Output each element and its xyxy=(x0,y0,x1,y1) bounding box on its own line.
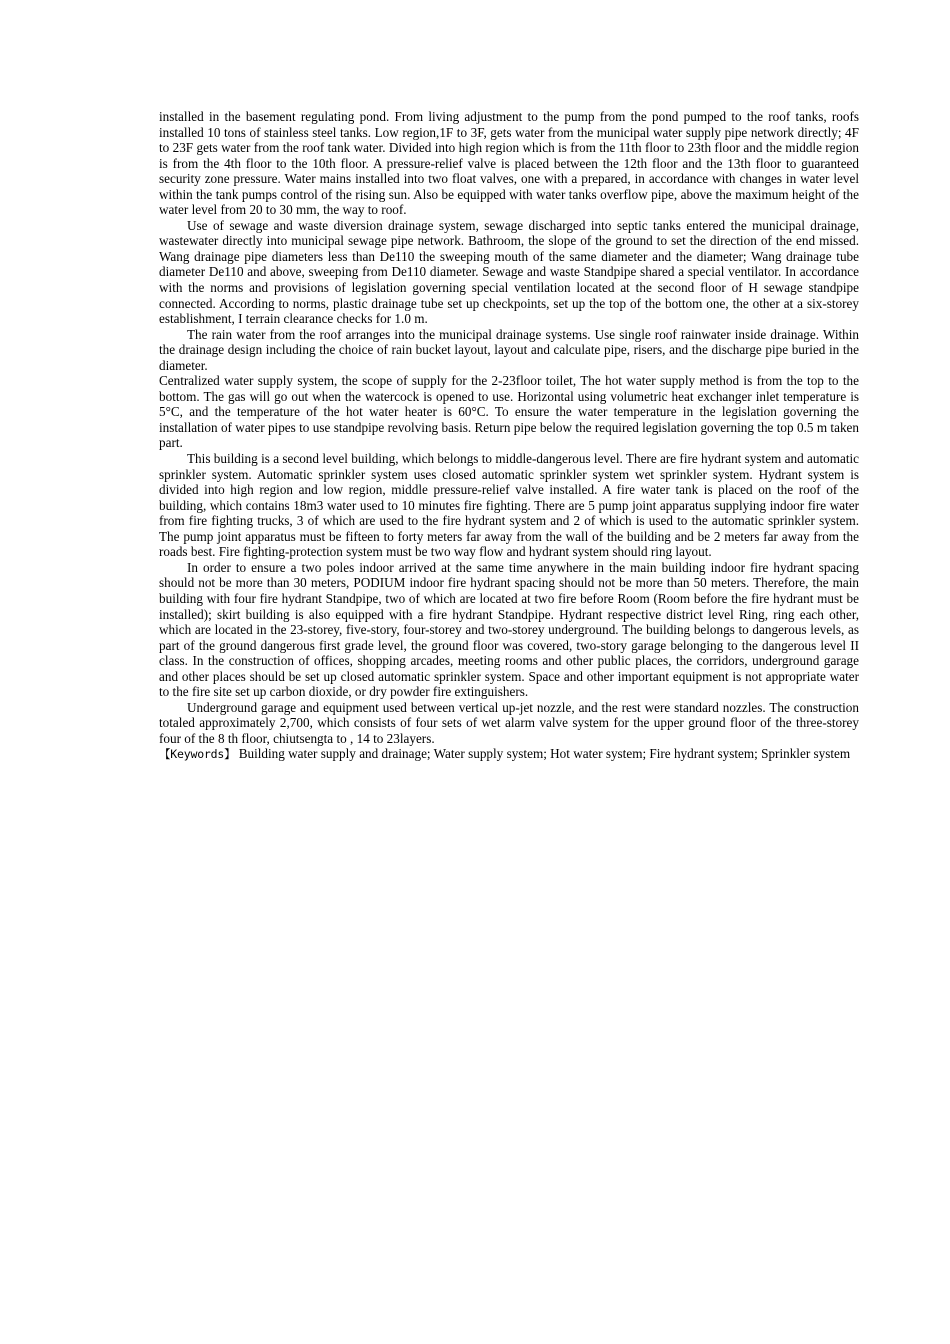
paragraph-fire-protection: This building is a second level building, which belongs to middle-dangerous level. There are fire hydrant system and automatic sprinkler system. Automatic sprinkler system uses closed automatic sprinkler system wet sprinkler system. Hydrant system is divided into high region and low region, middle pressure-relief valve installed. A fire water tank is placed on the roof of the building, which contains 18m3 water used to 10 minutes fire fighting. There are 5 pump joint apparatus supplying indoor fire water from fire fighting trucks, 3 of which are used to the fire hydrant system and 2 of which is used to the automatic sprinkler system. The pump joint apparatus must be fifteen to forty meters far away from the wall of the building and be 2 meters far away from the roads best. Fire fighting-protection system must be two way flow and hydrant system should ring layout. xyxy=(159,451,859,560)
paragraph-fire-hydrant: In order to ensure a two poles indoor arrived at the same time anywhere in the main building indoor fire hydrant spacing should not be more than 30 meters, PODIUM indoor fire hydrant spacing should not be more than 50 meters. Therefore, the main building with four fire hydrant Standpipe, two of which are located at two fire before Room (Room before the fire hydrant must be installed); skirt building is also equipped with a fire hydrant Standpipe. Hydrant respective district level Ring, ring each other, which are located in the 23-storey, five-story, four-storey and two-storey underground. The building belongs to dangerous levels, as part of the ground dangerous first grade level, the ground floor was covered, two-story garage belonging to the dangerous level II class. In the construction of offices, shopping arcades, meeting rooms and other public places, the corridors, underground garage and other places should be set up closed automatic sprinkler system. Space and other important equipment is not appropriate water to the fire site set up carbon dioxide, or dry powder fire extinguishers. xyxy=(159,559,859,700)
paragraph-hot-water: Centralized water supply system, the scope of supply for the 2-23floor toilet, The hot water supply method is from the top to the bottom. The gas will go out when the watercock is opened to use. Horizontal using volumetric heat exchanger inlet temperature is 5°C, and the temperature of the hot water heater is 60°C. To ensure the water temperature in the legislation governing the installation of water pipes to use standpipe revolving basis. Return pipe below the required legislation governing the top 0.5 m taken part. xyxy=(159,373,859,451)
paragraph-drainage: Use of sewage and waste diversion drainage system, sewage discharged into septic tanks entered the municipal drainage, wastewater directly into municipal sewage pipe network. Bathroom, the slope of the ground to set the direction of the end missed. Wang drainage pipe diameters less than De110 the sweeping mouth of the same diameter and the diameter; Wang drainage tube diameter De110 and above, sweeping from De110 diameter. Sewage and waste Standpipe shared a special ventilator. In accordance with the norms and provisions of legislation governing special ventilation located at the second floor of H sewage standpipe connected. According to norms, plastic drainage tube set up checkpoints, set up the top of the bottom one, the other at a six-storey establishment, I terrain clearance checks for 1.0 m. xyxy=(159,217,859,327)
keywords-text: Building water supply and drainage; Water supply system; Hot water system; Fire hydrant system; Sprinkler system xyxy=(235,746,851,762)
keywords-label: 【Keywords】 xyxy=(159,747,236,762)
paragraph-sprinkler: Underground garage and equipment used between vertical up-jet nozzle, and the rest were standard nozzles. The construction totaled approximately 2,700, which consists of four sets of wet alarm valve system for the upper ground floor of the three-storey four of the 8 th floor, chiutsengta to , 14 to 23layers. xyxy=(159,699,859,746)
keywords-line xyxy=(159,746,859,763)
abstract-body xyxy=(159,109,859,763)
paragraph-water-supply-continued: installed in the basement regulating pond. From living adjustment to the pump from the pond pumped to the roof tanks, roofs installed 10 tons of stainless steel tanks. Low region,1F to 3F, gets water from the municipal water supply pipe network directly; 4F to 23F gets water from the roof tank water. Divided into high region which is from the 11th floor to 23th floor and the middle region is from the 4th floor to the 10th floor. A pressure-relief valve is placed between the 12th floor and the 13th floor to guaranteed security zone pressure. Water mains installed into two float valves, one with a prepared, in accordance with changes in water level within the tank pumps control of the rising sun. Also be equipped with water tanks overflow pipe, above the maximum height of the water level from 20 to 30 mm, the way to roof. xyxy=(159,109,859,218)
paragraph-rainwater: The rain water from the roof arranges into the municipal drainage systems. Use single roof rainwater inside drainage. Within the drainage design including the choice of rain bucket layout, layout and calculate pipe, risers, and the discharge pipe buried in the diameter. xyxy=(159,326,859,373)
